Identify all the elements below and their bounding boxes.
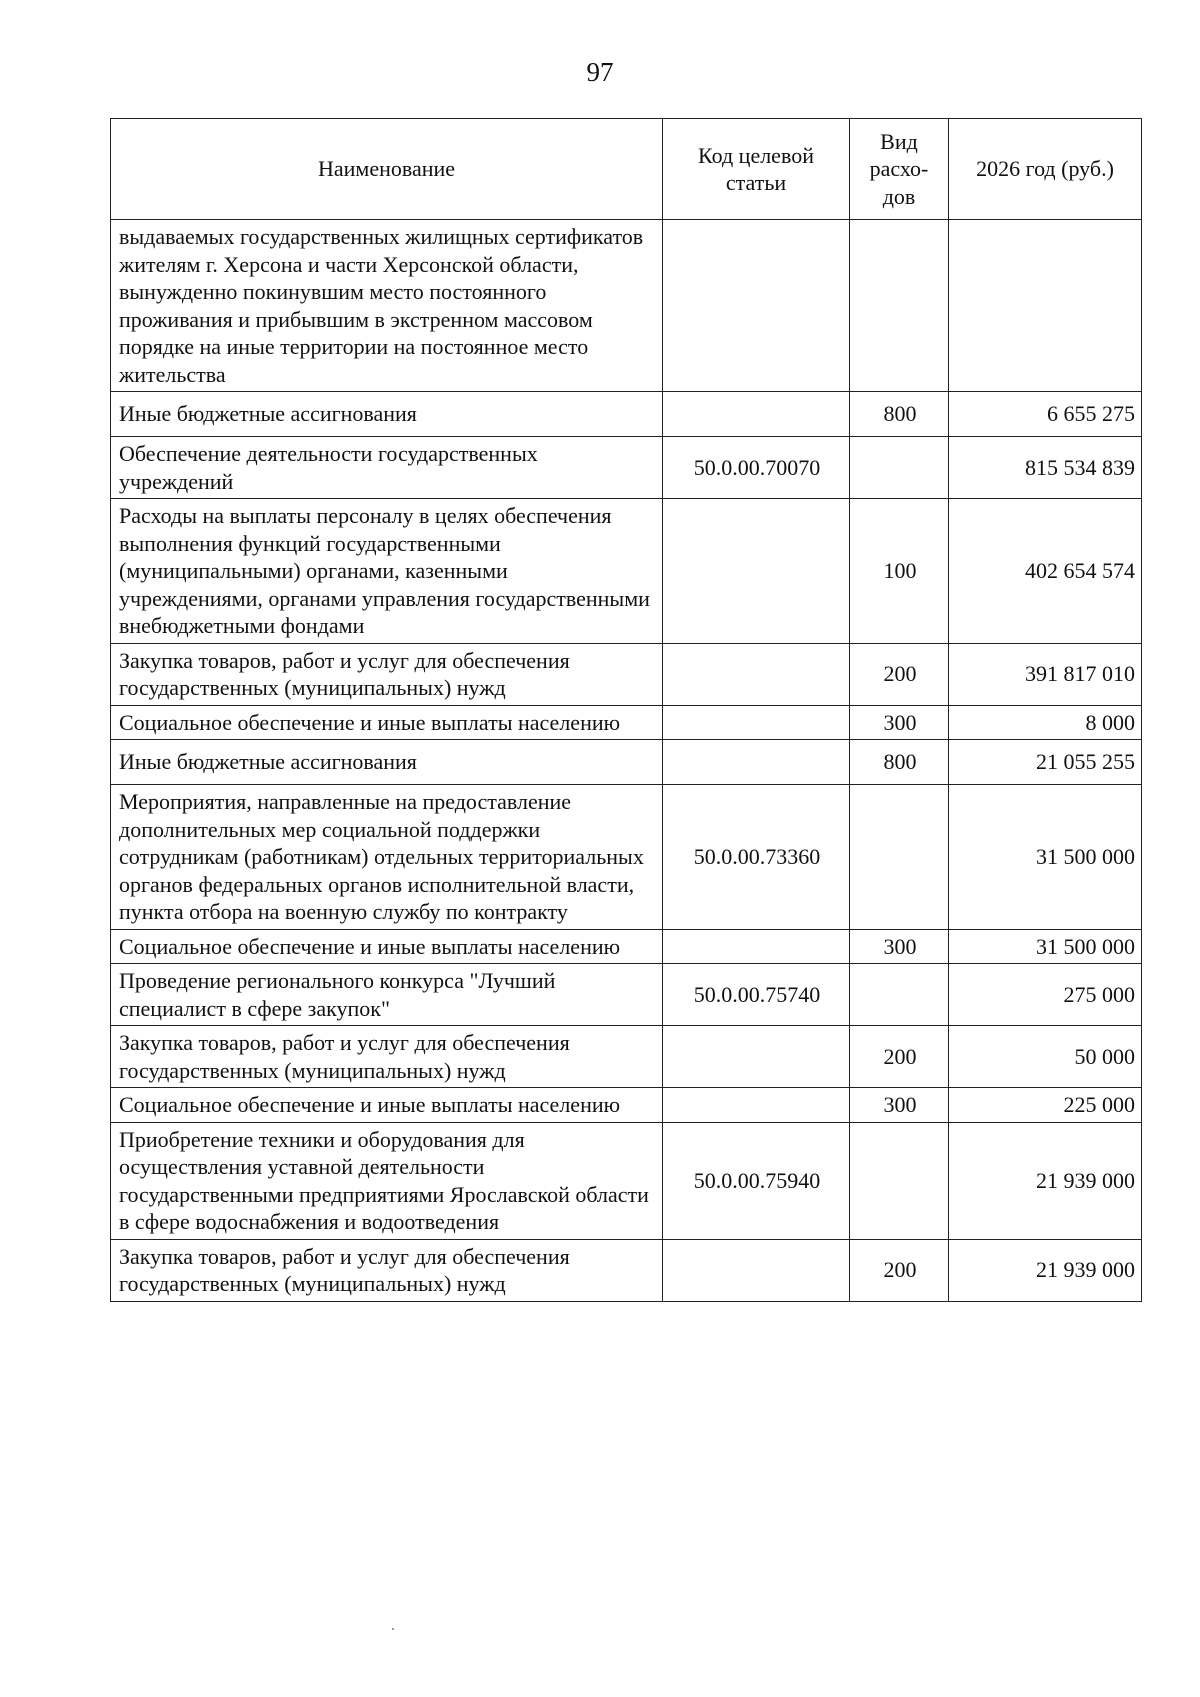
table-row [111,643,1142,705]
row-amount: 31 500 000 [949,929,1142,964]
row-amount: 21 939 000 [949,1239,1142,1301]
row-kind [850,220,949,392]
table-row [111,964,1142,1026]
row-name: Проведение регионального конкурса "Лучший специалист в сфере закупок" [111,964,663,1026]
row-amount: 8 000 [949,705,1142,740]
header-code: Код целевой статьи [663,119,850,220]
row-name: Закупка товаров, работ и услуг для обеспечения государственных (муниципальных) нужд [111,1026,663,1088]
page-number: 97 [586,57,614,87]
row-kind: 800 [850,740,949,785]
row-name: Расходы на выплаты персоналу в целях обеспечения выполнения функций государственными (муниципальными) органами, казенными учреждениями, органами управления государственными внебюджетными фондами [111,499,663,644]
header-amount: 2026 год (руб.) [949,119,1142,220]
row-code [663,705,850,740]
row-code [663,220,850,392]
table-header-row [111,119,1142,220]
row-code [663,643,850,705]
table-row [111,1122,1142,1239]
row-name: Закупка товаров, работ и услуг для обеспечения государственных (муниципальных) нужд [111,643,663,705]
row-name: Иные бюджетные ассигнования [111,740,663,785]
row-kind [850,1122,949,1239]
row-code: 50.0.00.75940 [663,1122,850,1239]
row-amount: 6 655 275 [949,392,1142,437]
row-name: Иные бюджетные ассигнования [111,392,663,437]
row-kind [850,785,949,930]
row-name: Приобретение техники и оборудования для осуществления уставной деятельности государственными предприятиями Ярославской области в сфере водоснабжения и водоотведения [111,1122,663,1239]
row-amount: 225 000 [949,1088,1142,1123]
row-amount: 50 000 [949,1026,1142,1088]
row-amount: 275 000 [949,964,1142,1026]
row-name: Социальное обеспечение и иные выплаты населению [111,929,663,964]
row-kind: 300 [850,1088,949,1123]
table-row [111,1239,1142,1301]
row-kind: 200 [850,643,949,705]
row-name: Социальное обеспечение и иные выплаты населению [111,705,663,740]
row-name: Обеспечение деятельности государственных учреждений [111,437,663,499]
row-name: Мероприятия, направленные на предоставление дополнительных мер социальной поддержки сотрудникам (работникам) отдельных территориальных органов федеральных органов исполнительной власти, пункта отбора на военную службу по контракту [111,785,663,930]
row-code [663,1088,850,1123]
row-kind: 300 [850,705,949,740]
row-code [663,1026,850,1088]
row-code [663,499,850,644]
table-row [111,785,1142,930]
table-row [111,1026,1142,1088]
row-name: Социальное обеспечение и иные выплаты населению [111,1088,663,1123]
row-amount [949,220,1142,392]
row-kind: 100 [850,499,949,644]
table-row [111,929,1142,964]
row-name: выдаваемых государственных жилищных сертификатов жителям г. Херсона и части Херсонской области, вынужденно покинувшим место постоянного проживания и прибывшим в экстренном массовом порядке на иные территории на постоянное место жительства [111,220,663,392]
header-name: Наименование [111,119,663,220]
table-row [111,1088,1142,1123]
table-row [111,705,1142,740]
header-kind: Вид расхо-дов [850,119,949,220]
row-amount: 815 534 839 [949,437,1142,499]
table-row [111,392,1142,437]
table-row [111,437,1142,499]
row-kind: 300 [850,929,949,964]
scan-speck [392,1628,394,1630]
row-kind [850,964,949,1026]
row-kind [850,437,949,499]
row-code [663,392,850,437]
row-amount: 21 055 255 [949,740,1142,785]
row-amount: 21 939 000 [949,1122,1142,1239]
row-kind: 800 [850,392,949,437]
row-code: 50.0.00.75740 [663,964,850,1026]
row-code: 50.0.00.73360 [663,785,850,930]
table-row [111,220,1142,392]
row-kind: 200 [850,1026,949,1088]
row-code [663,929,850,964]
row-amount: 391 817 010 [949,643,1142,705]
row-code [663,1239,850,1301]
row-code [663,740,850,785]
row-kind: 200 [850,1239,949,1301]
row-code: 50.0.00.70070 [663,437,850,499]
row-amount: 31 500 000 [949,785,1142,930]
row-amount: 402 654 574 [949,499,1142,644]
row-name: Закупка товаров, работ и услуг для обеспечения государственных (муниципальных) нужд [111,1239,663,1301]
budget-table [110,118,1142,1302]
table-row [111,499,1142,644]
table-row [111,740,1142,785]
